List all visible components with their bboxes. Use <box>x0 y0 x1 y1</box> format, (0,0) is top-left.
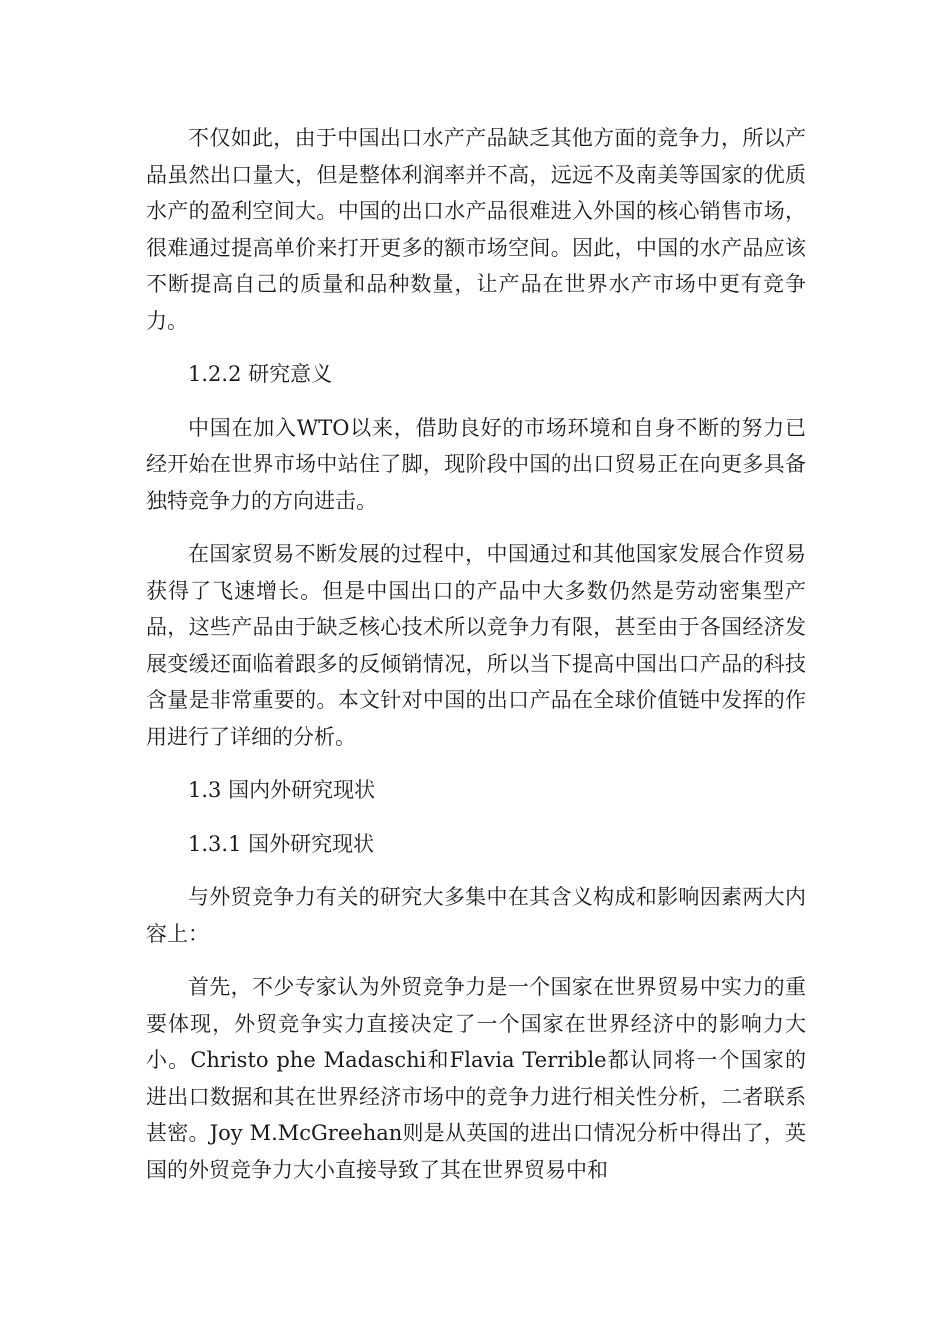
paragraph-wto-entry: 中国在加入WTO以来，借助良好的市场环境和自身不断的努力已经开始在世界市场中站住了脚，现阶段中国的出口贸易正在向更多具备独特竞争力的方向进击。 <box>146 415 806 513</box>
paragraph-gap <box>146 393 806 410</box>
section-heading-1-3: 1.3 国内外研究现状 <box>188 778 376 802</box>
paragraph-gap <box>146 755 806 772</box>
paragraph-foreign-scholars: 首先，不少专家认为外贸竞争力是一个国家在世界贸易中实力的重要体现，外贸竞争实力直接决定了一个国家在世界经济中的影响力大小。Christo phe Madaschi和Flavia Terrible都认同将一个国家的进出口数据和其在世界经济市场中的竞争力进行相关性分析，二者联系甚密。Joy M.McGreehan则是从英国的进出口情况分析中得出了，英国的外贸竞争力大小直接导致了其在世界贸易中和 <box>146 975 806 1182</box>
section-heading-1-2-2: 1.2.2 研究意义 <box>188 362 333 386</box>
paragraph-gap <box>146 339 806 356</box>
paragraph-research-focus: 与外贸竞争力有关的研究大多集中在其含义构成和影响因素两大内容上： <box>146 885 806 946</box>
paragraph-gap <box>146 952 806 969</box>
paragraph-gap <box>146 519 806 536</box>
section-heading-1-3-1: 1.3.1 国外研究现状 <box>188 831 375 856</box>
document-page <box>146 120 806 1188</box>
paragraph-trade-development: 在国家贸易不断发展的过程中，中国通过和其他国家发展合作贸易获得了飞速增长。但是中国出口的产品中大多数仍然是劳动密集型产品，这些产品由于缺乏核心技术所以竞争力有限，甚至由于各国经济发展变缓还面临着跟多的反倾销情况，所以当下提高中国出口产品的科技含量是非常重要的。本文针对中国的出口产品在全球价值链中发挥的作用进行了详细的分析。 <box>146 542 806 749</box>
paragraph-gap <box>146 809 806 826</box>
paragraph-gap <box>146 862 806 879</box>
paragraph-fishery-competitiveness: 不仅如此，由于中国出口水产产品缺乏其他方面的竞争力，所以产品虽然出口量大，但是整体利润率并不高，远远不及南美等国家的优质水产的盈利空间大。中国的出口水产品很难进入外国的核心销售市场，很难通过提高单价来打开更多的额市场空间。因此，中国的水产品应该不断提高自己的质量和品种数量，让产品在世界水产市场中更有竞争力。 <box>146 126 806 333</box>
